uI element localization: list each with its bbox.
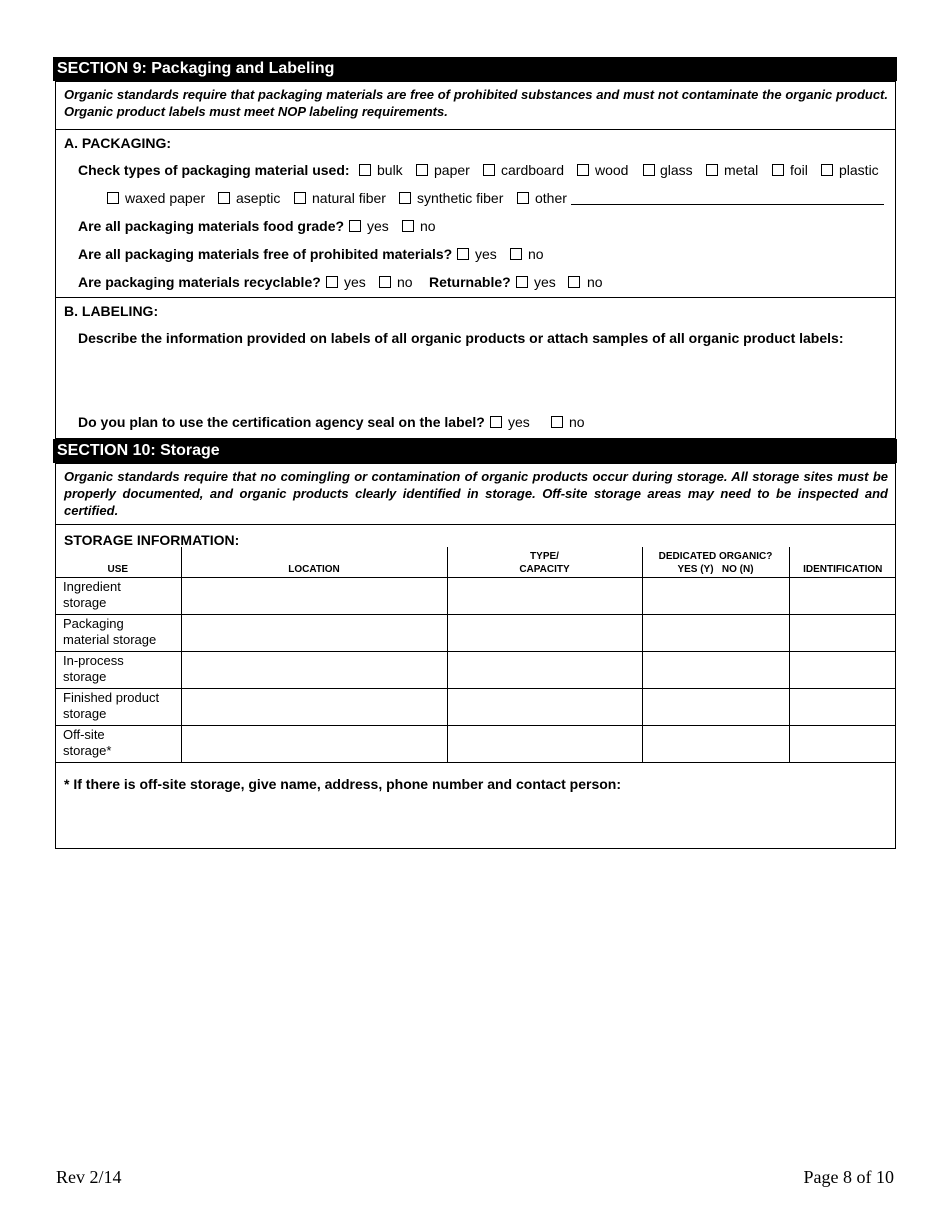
returnable-yes-checkbox[interactable] [516, 276, 528, 288]
row-use-label: Finished product storage [55, 688, 181, 725]
metal-checkbox[interactable] [706, 164, 718, 176]
type-capacity-cell[interactable] [447, 688, 642, 725]
type-capacity-cell[interactable] [447, 614, 642, 651]
labeling-heading: B. LABELING: [64, 303, 159, 319]
food-grade-yes-label: yes [367, 218, 389, 234]
col-header-dedicated-organic: DEDICATED ORGANIC? YES (Y) NO (N) [642, 547, 789, 577]
plastic-checkbox[interactable] [821, 164, 833, 176]
natural-fiber-label: natural fiber [312, 190, 386, 206]
section-9-intro: Organic standards require that packaging materials are free of prohibited substances and must not contaminate the organic product. Organic product labels must meet NOP labeling requirements. [64, 87, 888, 119]
recyclable-yes-checkbox[interactable] [326, 276, 338, 288]
food-grade-no-checkbox[interactable] [402, 220, 414, 232]
returnable-no-label: no [587, 274, 603, 290]
seal-question: Do you plan to use the certification agency seal on the label? [78, 414, 485, 430]
food-grade-no-label: no [420, 218, 436, 234]
dedicated-organic-cell[interactable] [642, 614, 789, 651]
seal-no-checkbox[interactable] [551, 416, 563, 428]
location-cell[interactable] [181, 614, 447, 651]
plastic-label: plastic [839, 162, 879, 178]
foil-label: foil [790, 162, 808, 178]
table-row [55, 688, 896, 725]
seal-yes-checkbox[interactable] [490, 416, 502, 428]
divider [55, 297, 896, 298]
col-header-identification: IDENTIFICATION [789, 547, 896, 577]
row-use-label: Packaging material storage [55, 614, 181, 651]
materials-label: Check types of packaging material used: [78, 162, 350, 178]
row-use-label: Off-site storage* [55, 725, 181, 762]
type-capacity-cell[interactable] [447, 651, 642, 688]
identification-cell[interactable] [789, 725, 896, 762]
label-description-question: Describe the information provided on labels of all organic products or attach samples of all organic product labels: [78, 330, 844, 346]
recyclable-question: Are packaging materials recyclable? [78, 274, 321, 290]
identification-cell[interactable] [789, 688, 896, 725]
paper-checkbox[interactable] [416, 164, 428, 176]
divider [55, 129, 896, 130]
returnable-yes-label: yes [534, 274, 556, 290]
cardboard-checkbox[interactable] [483, 164, 495, 176]
section-10-intro: Organic standards require that no comingling or contamination of organic products occur during storage. All storage sites must be properly documented, and organic products clearly identified in storage. Off-site storage areas may need to be inspected and certified. [64, 469, 888, 518]
dedicated-organic-cell[interactable] [642, 577, 789, 614]
prohibited-no-label: no [528, 246, 544, 262]
metal-label: metal [724, 162, 759, 178]
storage-table-header-row [55, 547, 896, 577]
aseptic-checkbox[interactable] [218, 192, 230, 204]
glass-checkbox[interactable] [643, 164, 655, 176]
row-use-label: Ingredient storage [55, 577, 181, 614]
waxed-paper-label: waxed paper [125, 190, 206, 206]
recyclable-no-label: no [397, 274, 413, 290]
dedicated-organic-cell[interactable] [642, 725, 789, 762]
offsite-storage-note: * If there is off-site storage, give name, address, phone number and contact person: [64, 776, 622, 792]
returnable-no-checkbox[interactable] [568, 276, 580, 288]
col-header-location: LOCATION [181, 547, 447, 577]
glass-label: glass [660, 162, 693, 178]
location-cell[interactable] [181, 725, 447, 762]
cardboard-label: cardboard [501, 162, 565, 178]
col-header-type-capacity: TYPE/ CAPACITY [447, 547, 642, 577]
returnable-question: Returnable? [429, 274, 511, 290]
aseptic-label: aseptic [236, 190, 281, 206]
recyclable-yes-label: yes [344, 274, 366, 290]
section-9-header: SECTION 9: Packaging and Labeling [53, 57, 897, 81]
waxed-paper-checkbox[interactable] [107, 192, 119, 204]
other-label: other [535, 190, 567, 206]
table-row [55, 577, 896, 614]
packaging-heading: A. PACKAGING: [64, 135, 172, 151]
wood-checkbox[interactable] [577, 164, 589, 176]
food-grade-question: Are all packaging materials food grade? [78, 218, 345, 234]
recyclable-no-checkbox[interactable] [379, 276, 391, 288]
location-cell[interactable] [181, 577, 447, 614]
table-row [55, 614, 896, 651]
natural-fiber-checkbox[interactable] [294, 192, 306, 204]
identification-cell[interactable] [789, 577, 896, 614]
page-number: Page 8 of 10 [803, 1167, 894, 1187]
foil-checkbox[interactable] [772, 164, 784, 176]
food-grade-yes-checkbox[interactable] [349, 220, 361, 232]
prohibited-question: Are all packaging materials free of prohibited materials? [78, 246, 453, 262]
dedicated-organic-cell[interactable] [642, 651, 789, 688]
prohibited-yes-label: yes [475, 246, 497, 262]
table-row [55, 651, 896, 688]
synthetic-fiber-checkbox[interactable] [399, 192, 411, 204]
type-capacity-cell[interactable] [447, 725, 642, 762]
paper-label: paper [434, 162, 470, 178]
prohibited-no-checkbox[interactable] [510, 248, 522, 260]
row-use-label: In-process storage [55, 651, 181, 688]
col-header-use: USE [55, 547, 181, 577]
other-write-in-line[interactable] [571, 204, 884, 205]
bulk-label: bulk [377, 162, 403, 178]
revision-label: Rev 2/14 [56, 1167, 122, 1187]
identification-cell[interactable] [789, 614, 896, 651]
storage-info-heading: STORAGE INFORMATION: [64, 532, 240, 548]
synthetic-fiber-label: synthetic fiber [417, 190, 504, 206]
section-10-header: SECTION 10: Storage [53, 439, 897, 463]
dedicated-organic-cell[interactable] [642, 688, 789, 725]
table-row [55, 725, 896, 762]
label-description-answer-area[interactable] [78, 350, 888, 408]
offsite-storage-answer-area[interactable] [64, 796, 888, 844]
location-cell[interactable] [181, 651, 447, 688]
divider [55, 524, 896, 525]
type-capacity-cell[interactable] [447, 577, 642, 614]
wood-label: wood [595, 162, 629, 178]
storage-table [55, 547, 896, 763]
other-checkbox[interactable] [517, 192, 529, 204]
prohibited-yes-checkbox[interactable] [457, 248, 469, 260]
location-cell[interactable] [181, 688, 447, 725]
seal-no-label: no [569, 414, 585, 430]
seal-yes-label: yes [508, 414, 530, 430]
bulk-checkbox[interactable] [359, 164, 371, 176]
identification-cell[interactable] [789, 651, 896, 688]
